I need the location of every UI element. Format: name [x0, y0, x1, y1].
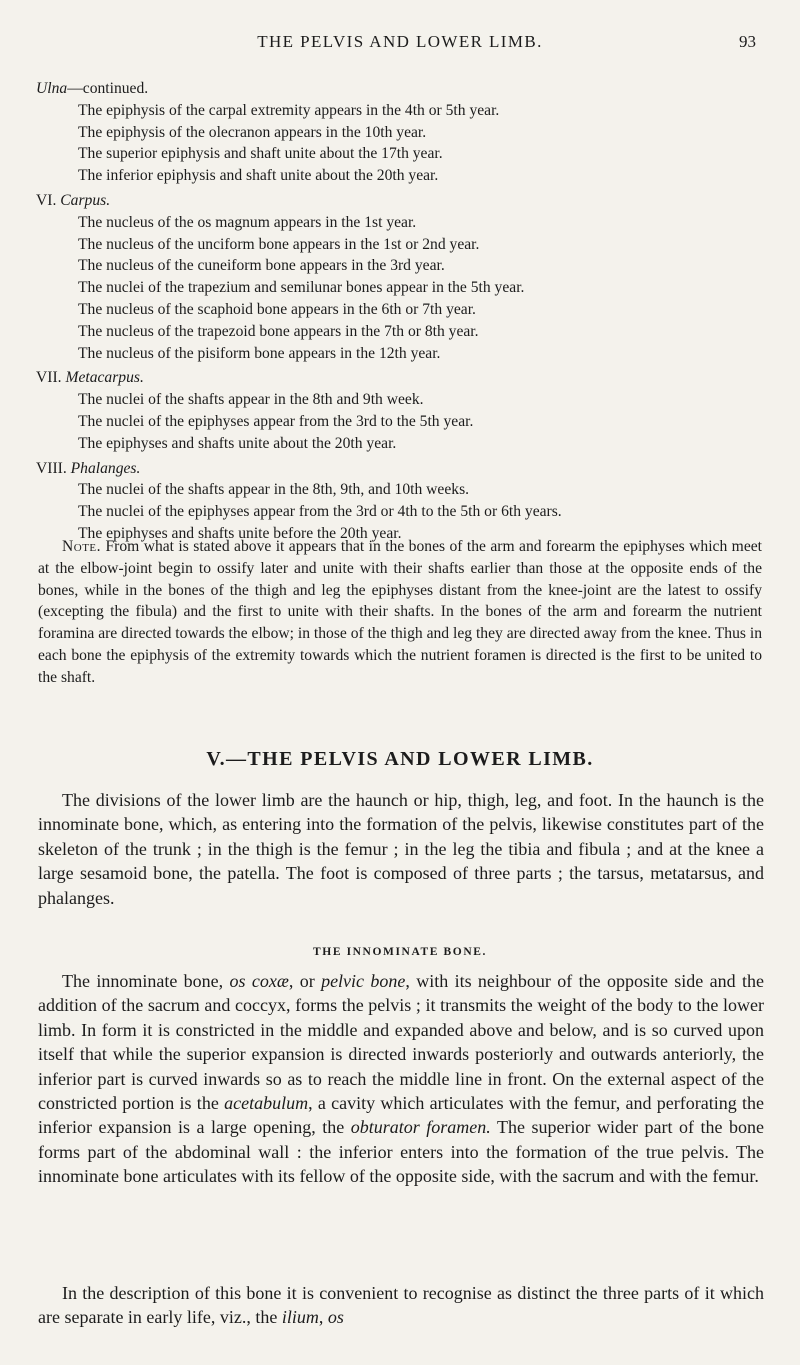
ulna-line: The epiphysis of the carpal extremity appears in the 4th or 5th year. — [78, 101, 500, 119]
description-paragraph: In the description of this bone it is convenient to recognise as distinct the three parts of it which are separate in early life, viz., the ilium, os — [38, 1283, 764, 1328]
innominate-paragraph: The innominate bone, os coxæ, or pelvic bone, with its neighbour of the opposite side and the addition of the sacrum and coccyx, forms the pelvis ; it transmits the weight of the body to the lower limb. In form it is constricted in the middle and expanded above and below, and is so curved upon itself that while the superior expansion is directed inwards posteriorly and outwards anteriorly, the inferior part is curved inwards so as to reach the middle line in front. On the external aspect of the constricted portion is the acetabulum, a cavity which articulates with the femur, and perforating the inferior expansion is a large opening, the obturator foramen. The superior wider part of the bone forms part of the abdominal wall : the inferior enters into the formation of the true pelvis. The innominate bone articulates with its fellow of the opposite side, with the sacrum and with the femur. — [38, 971, 764, 1187]
carpus-line: The nucleus of the cuneiform bone appears in the 3rd year. — [78, 257, 445, 275]
metacarpus-line: The nuclei of the shafts appear in the 8th and 9th week. — [78, 391, 424, 409]
metacarpus-line: The nuclei of the epiphyses appear from the 3rd to the 5th year. — [78, 412, 474, 430]
carpus-line: The nucleus of the trapezoid bone appears in the 7th or 8th year. — [78, 322, 479, 340]
note-label: Note. — [62, 538, 102, 555]
carpus-line: The nucleus of the pisiform bone appears in the 12th year. — [78, 344, 441, 362]
ulna-line: The superior epiphysis and shaft unite about the 17th year. — [78, 145, 443, 163]
note-paragraph — [38, 536, 762, 689]
phalanges-heading: VIII. Phalanges. — [36, 459, 141, 477]
carpus-line: The nucleus of the scaphoid bone appears in the 6th or 7th year. — [78, 300, 476, 318]
phalanges-line: The nuclei of the epiphyses appear from the 3rd or 4th to the 5th or 6th years. — [78, 503, 562, 521]
page-number: 93 — [739, 32, 756, 51]
carpus-line: The nuclei of the trapezium and semilunar bones appear in the 5th year. — [78, 279, 525, 297]
ulna-heading: Ulna—continued. — [36, 80, 149, 97]
section-title: V.—THE PELVIS AND LOWER LIMB. — [206, 748, 594, 770]
carpus-heading: VI. Carpus. — [36, 191, 111, 209]
carpus-line: The nucleus of the unciform bone appears in the 1st or 2nd year. — [78, 235, 480, 253]
phalanges-line: The epiphyses and shafts unite before the 20th year. — [78, 524, 402, 542]
metacarpus-heading: VII. Metacarpus. — [36, 369, 144, 387]
ulna-line: The epiphysis of the olecranon appears in the 10th year. — [78, 123, 427, 141]
running-title: THE PELVIS AND LOWER LIMB. — [257, 32, 543, 51]
intro-paragraph: The divisions of the lower limb are the haunch or hip, thigh, leg, and foot. In the haunch is the innominate bone, which, as entering into the formation of the pelvis, likewise constitutes part of the skeleton of the trunk ; in the thigh is the femur ; in the leg the tibia and fibula ; and at the knee a large sesamoid bone, the patella. The foot is composed of three parts ; the tarsus, metatarsus, and phalanges. — [38, 790, 764, 908]
ossification-list — [36, 78, 776, 545]
ulna-line: The inferior epiphysis and shaft unite about the 20th year. — [78, 167, 439, 185]
carpus-line: The nucleus of the os magnum appears in the 1st year. — [78, 213, 417, 231]
note-text: From what is stated above it appears that in the bones of the arm and forearm the epiphyses which meet at the elbow-joint begin to ossify later and unite with their shafts earlier than those at the opposite ends of the bones, while in the bones of the thigh and leg the epiphyses distant from the knee-joint are the latest to ossify (excepting the fibula) and the first to unite with their shafts. In the bones of the arm and forearm the nutrient foramina are directed towards the elbow; in those of the thigh and leg they are directed away from the knee. Thus in each bone the epiphysis of the extremity towards which the nutrient foramen is directed is the first to be united to the shaft. — [38, 538, 762, 686]
phalanges-line: The nuclei of the shafts appear in the 8th, 9th, and 10th weeks. — [78, 481, 470, 499]
subheading: THE INNOMINATE BONE. — [313, 946, 487, 958]
metacarpus-line: The epiphyses and shafts unite about the 20th year. — [78, 434, 397, 452]
running-header — [0, 32, 800, 56]
